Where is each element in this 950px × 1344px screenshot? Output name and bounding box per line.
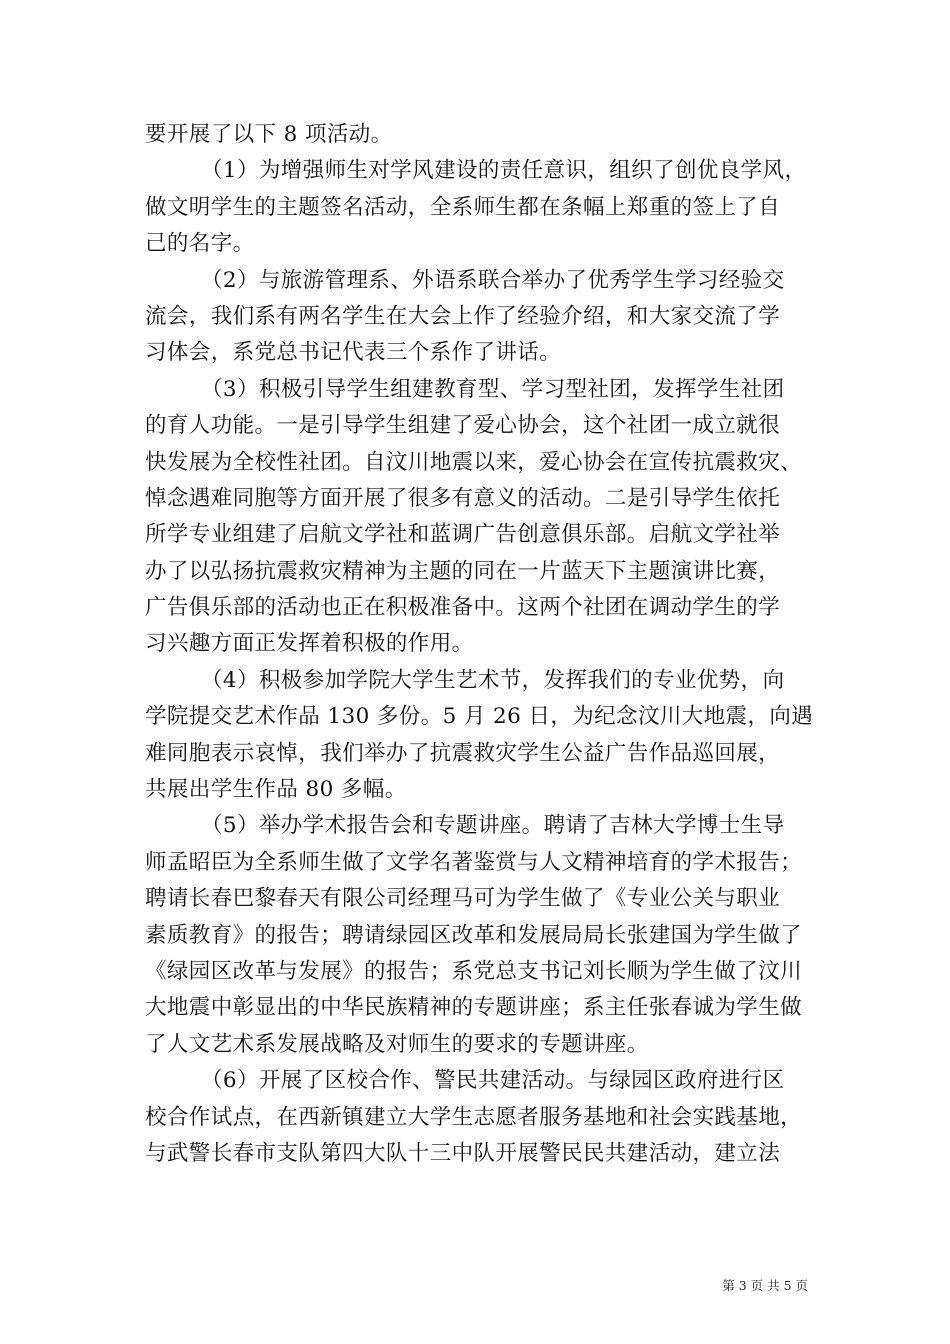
text-line: 悼念遇难同胞等方面开展了很多有意义的活动。二是引导学生依托 <box>145 485 781 511</box>
text-line: 要开展了以下 8 项活动。 <box>145 122 393 147</box>
text-line: 快发展为全校性社团。自汶川地震以来，爱心协会在宣传抗震救灾、 <box>145 449 803 475</box>
text-line: 难同胞表示哀悼，我们举办了抗震救灾学生公益广告作品巡回展， <box>145 740 781 766</box>
text-line: 习体会，系党总书记代表三个系作了讲话。 <box>145 340 562 366</box>
paragraph-1-start: （1）为增强师生对学风建设的责任意识，组织了创优良学风， <box>201 158 807 184</box>
page-number-footer: 第 3 页 共 5 页 <box>722 1278 808 1293</box>
text-line: 学院提交艺术作品 130 多份。5 月 26 日，为纪念汶川大地震，向遇 <box>145 704 814 730</box>
paragraph-6-start: （6）开展了区校合作、警民共建活动。与绿园区政府进行区 <box>201 1068 785 1094</box>
text-line: 校合作试点，在西新镇建立大学生志愿者服务基地和社会实践基地， <box>145 1104 803 1130</box>
text-line: 己的名字。 <box>145 231 255 257</box>
paragraph-2-start: （2）与旅游管理系、外语系联合举办了优秀学生学习经验交 <box>201 267 785 293</box>
text-line: 习兴趣方面正发挥着积极的作用。 <box>145 631 474 657</box>
text-line: 的育人功能。一是引导学生组建了爱心协会，这个社团一成立就很 <box>145 413 781 439</box>
text-line: 《绿园区改革与发展》的报告；系党总支书记刘长顺为学生做了汶川 <box>145 958 803 984</box>
text-line: 了人文艺术系发展战略及对师生的要求的专题讲座。 <box>145 1031 649 1057</box>
text-line: 聘请长春巴黎春天有限公司经理马可为学生做了《专业公关与职业 <box>145 886 781 912</box>
text-line: 大地震中彰显出的中华民族精神的专题讲座；系主任张春诚为学生做 <box>145 995 803 1021</box>
text-line: 做文明学生的主题签名活动，全系师生都在条幅上郑重的签上了自 <box>145 194 781 220</box>
text-line: 广告俱乐部的活动也正在积极准备中。这两个社团在调动学生的学 <box>145 595 781 621</box>
text-line: 流会，我们系有两名学生在大会上作了经验介绍，和大家交流了学 <box>145 303 781 329</box>
paragraph-3-start: （3）积极引导学生组建教育型、学习型社团，发挥学生社团 <box>201 376 785 402</box>
text-line: 师孟昭臣为全系师生做了文学名著鉴赏与人文精神培育的学术报告； <box>145 849 803 875</box>
paragraph-5-start: （5）举办学术报告会和专题讲座。聘请了吉林大学博士生导 <box>201 813 785 839</box>
text-line: 共展出学生作品 80 多幅。 <box>145 777 407 803</box>
text-line: 所学专业组建了启航文学社和蓝调广告创意俱乐部。启航文学社举 <box>145 522 781 548</box>
text-line: 素质教育》的报告；聘请绿园区改革和发展局局长张建国为学生做了 <box>145 922 803 948</box>
document-body <box>145 117 814 1172</box>
text-line: 与武警长春市支队第四大队十三中队开展警民民共建活动，建立法 <box>145 1140 781 1166</box>
text-line: 办了以弘扬抗震救灾精神为主题的同在一片蓝天下主题演讲比赛， <box>145 558 781 584</box>
paragraph-4-start: （4）积极参加学院大学生艺术节，发挥我们的专业优势，向 <box>201 667 785 693</box>
